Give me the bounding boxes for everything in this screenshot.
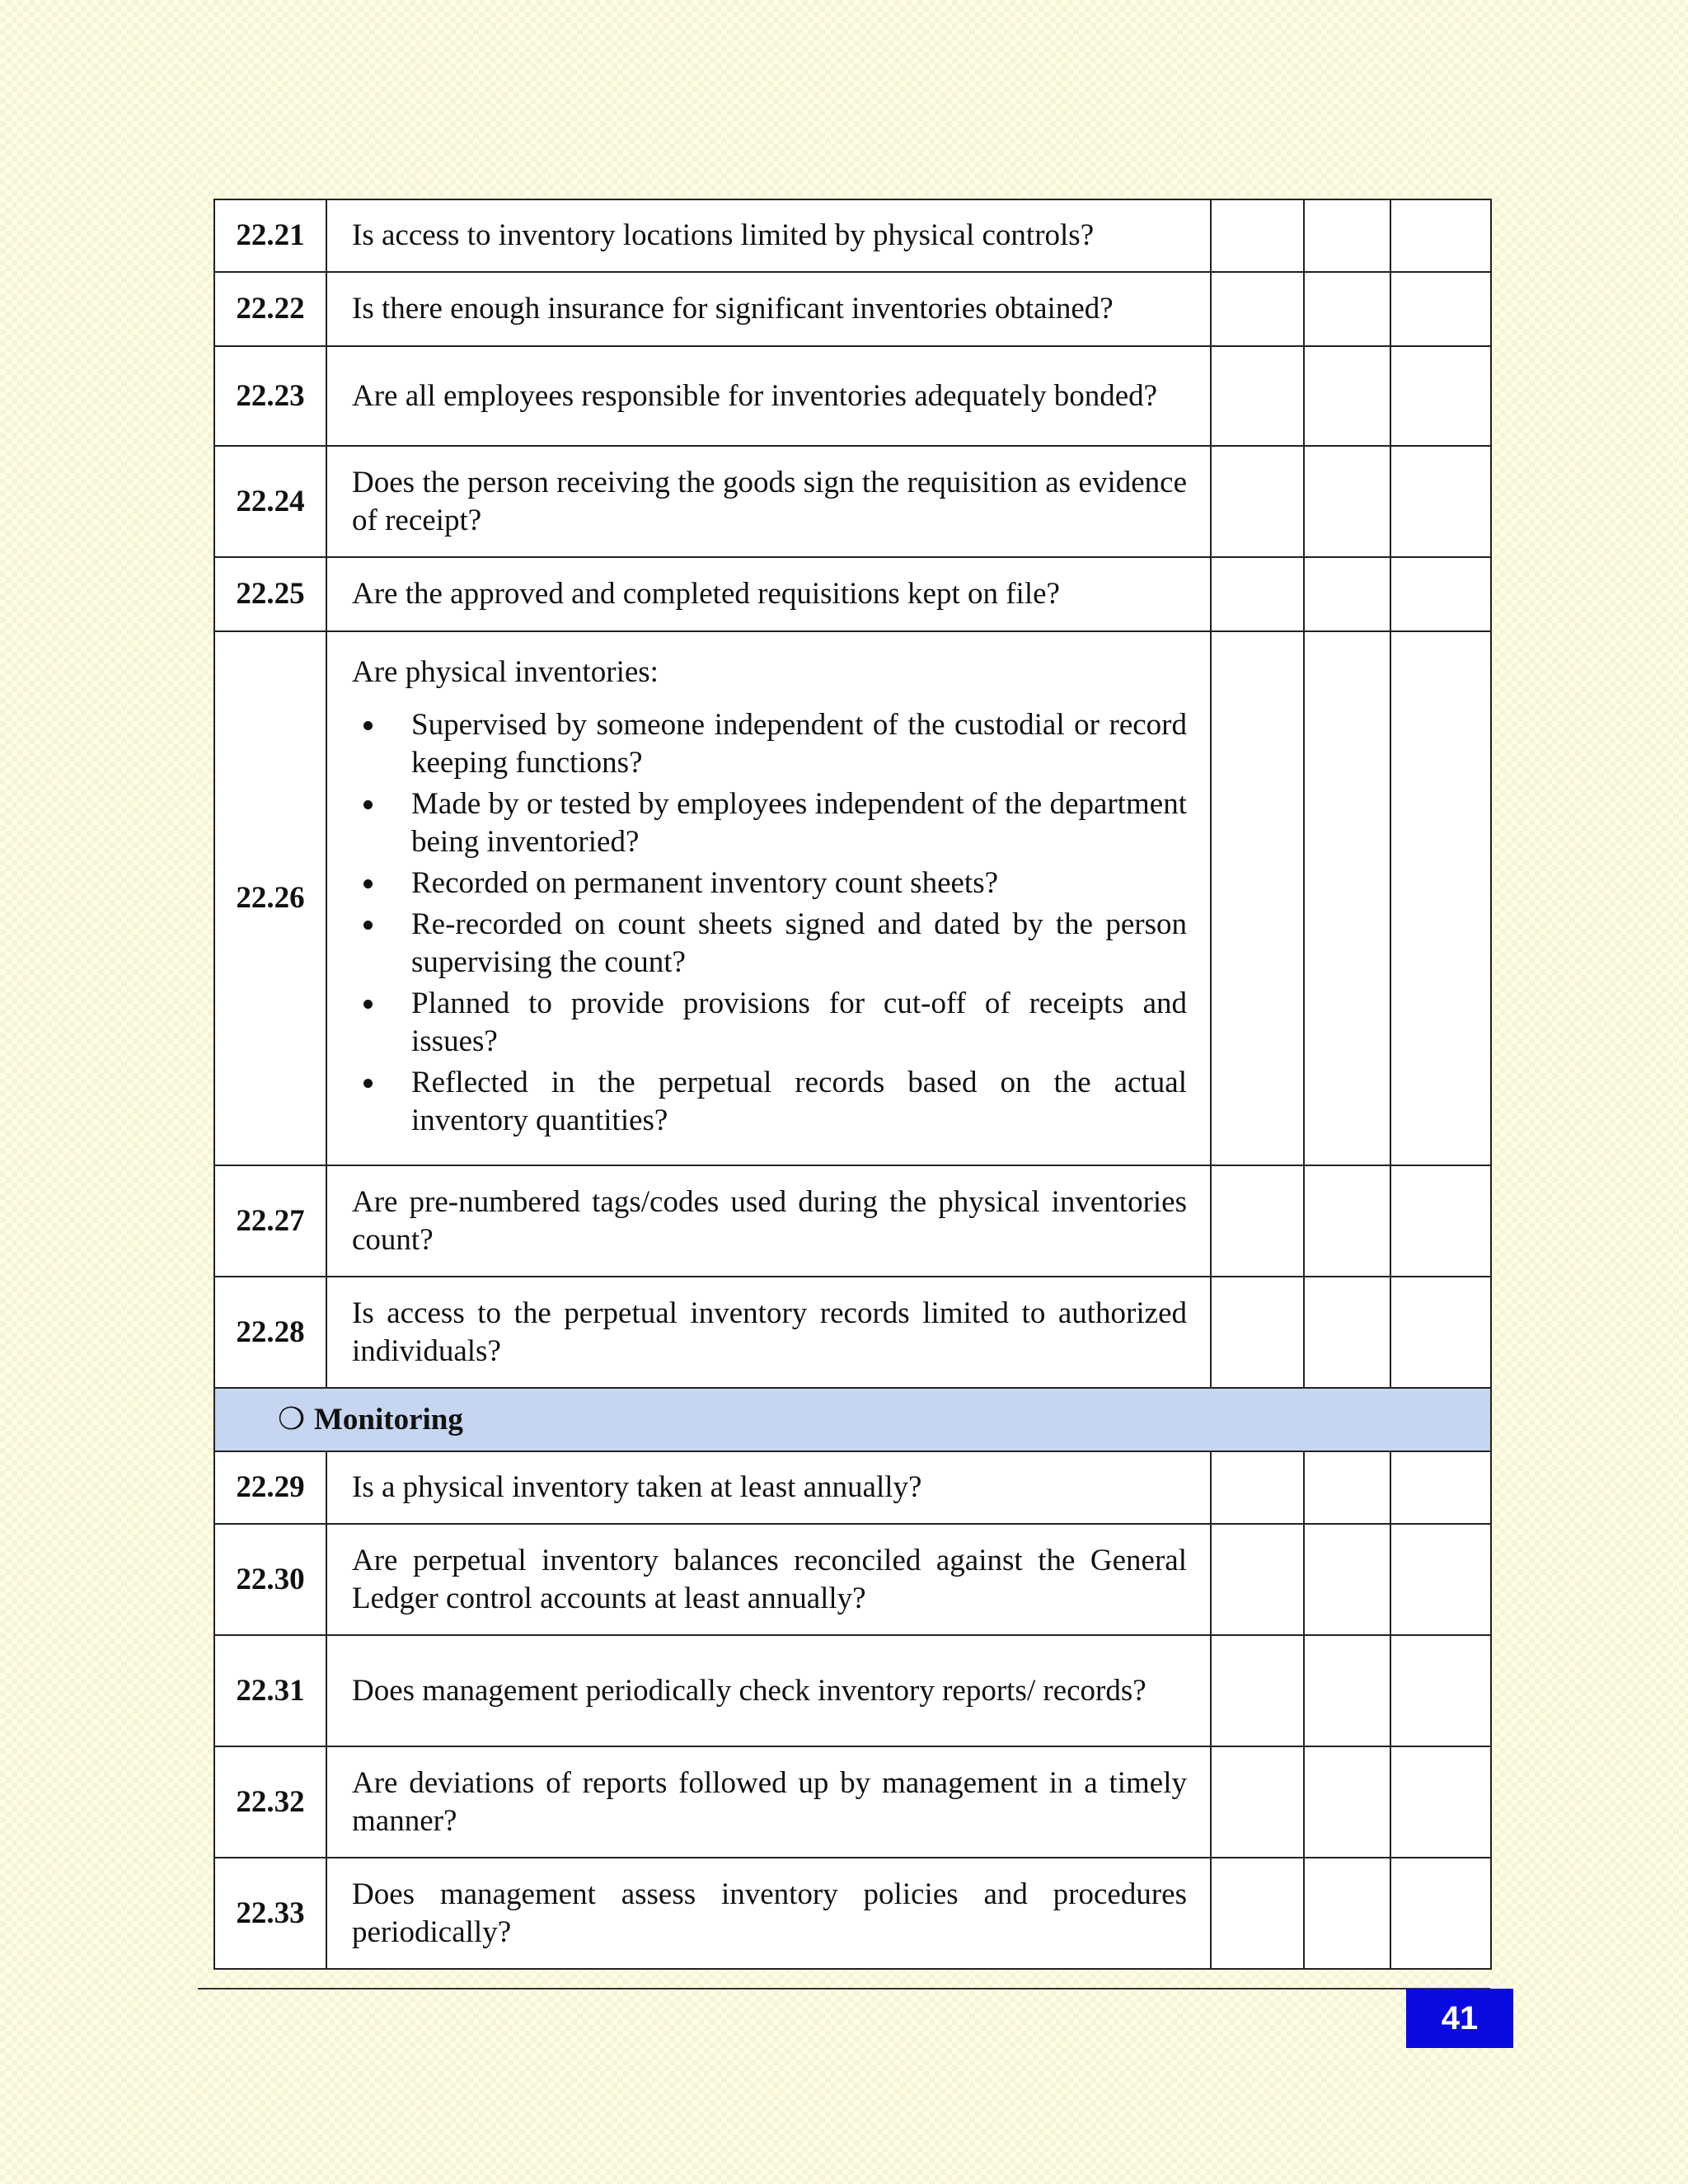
question-text: Is access to inventory locations limited by physical controls? — [326, 199, 1211, 272]
question-number: 22.29 — [214, 1451, 326, 1524]
question-number: 22.32 — [214, 1746, 326, 1858]
question-number: 22.27 — [214, 1165, 326, 1277]
page-number: 41 — [1406, 1989, 1513, 2048]
table-row — [214, 1165, 1491, 1277]
question-number: 22.22 — [214, 272, 326, 346]
question-number: 22.23 — [214, 346, 326, 446]
answer-cell-1[interactable] — [1211, 446, 1304, 557]
table-row — [214, 1277, 1491, 1388]
answer-cell-3[interactable] — [1390, 1277, 1491, 1388]
question-number: 22.25 — [214, 557, 326, 631]
question-text — [326, 631, 1211, 1165]
answer-cell-3[interactable] — [1390, 1858, 1491, 1969]
answer-cell-2[interactable] — [1304, 557, 1390, 631]
question-number: 22.33 — [214, 1858, 326, 1969]
answer-cell-2[interactable] — [1304, 446, 1390, 557]
table-row — [214, 446, 1491, 557]
list-item: • Re-recorded on count sheets signed and dated by the person supervising the count? — [387, 906, 1187, 982]
answer-cell-1[interactable] — [1211, 272, 1304, 346]
answer-cell-2[interactable] — [1304, 1524, 1390, 1635]
question-text: Is there enough insurance for significant inventories obtained? — [326, 272, 1211, 346]
checklist-table — [213, 199, 1492, 1970]
question-text: Does management assess inventory policies and procedures periodically? — [326, 1858, 1211, 1969]
answer-cell-3[interactable] — [1390, 199, 1491, 272]
table-row — [214, 631, 1491, 1165]
answer-cell-1[interactable] — [1211, 1635, 1304, 1746]
section-title: Monitoring — [314, 1402, 463, 1436]
answer-cell-2[interactable] — [1304, 1746, 1390, 1858]
answer-cell-2[interactable] — [1304, 272, 1390, 346]
table-row — [214, 1858, 1491, 1969]
answer-cell-3[interactable] — [1390, 557, 1491, 631]
table-row — [214, 557, 1491, 631]
question-text: Does the person receiving the goods sign the requisition as evidence of receipt? — [326, 446, 1211, 557]
question-text: Does management periodically check inventory reports/ records? — [326, 1635, 1211, 1746]
answer-cell-1[interactable] — [1211, 557, 1304, 631]
footer-divider — [198, 1988, 1490, 1990]
answer-cell-3[interactable] — [1390, 346, 1491, 446]
table-row — [214, 1524, 1491, 1635]
question-number: 22.31 — [214, 1635, 326, 1746]
answer-cell-2[interactable] — [1304, 1858, 1390, 1969]
answer-cell-3[interactable] — [1390, 1451, 1491, 1524]
question-number: 22.21 — [214, 199, 326, 272]
answer-cell-2[interactable] — [1304, 1451, 1390, 1524]
list-item: • Supervised by someone independent of the custodial or record keeping functions? — [387, 706, 1187, 782]
answer-cell-2[interactable] — [1304, 1165, 1390, 1277]
answer-cell-3[interactable] — [1390, 272, 1491, 346]
section-header-monitoring — [214, 1388, 1491, 1451]
list-item: • Recorded on permanent inventory count sheets? — [387, 865, 1187, 902]
answer-cell-3[interactable] — [1390, 1524, 1491, 1635]
answer-cell-2[interactable] — [1304, 346, 1390, 446]
answer-cell-1[interactable] — [1211, 346, 1304, 446]
question-text: Is a physical inventory taken at least annually? — [326, 1451, 1211, 1524]
answer-cell-3[interactable] — [1390, 446, 1491, 557]
question-text: Are pre-numbered tags/codes used during the physical inventories count? — [326, 1165, 1211, 1277]
answer-cell-2[interactable] — [1304, 1635, 1390, 1746]
answer-cell-2[interactable] — [1304, 199, 1390, 272]
answer-cell-1[interactable] — [1211, 1277, 1304, 1388]
list-item: • Made by or tested by employees independent of the department being inventoried? — [387, 785, 1187, 861]
answer-cell-1[interactable] — [1211, 1858, 1304, 1969]
question-number: 22.26 — [214, 631, 326, 1165]
question-number: 22.30 — [214, 1524, 326, 1635]
answer-cell-3[interactable] — [1390, 1165, 1491, 1277]
table-row — [214, 1635, 1491, 1746]
table-row — [214, 1451, 1491, 1524]
question-text: Are deviations of reports followed up by management in a timely manner? — [326, 1746, 1211, 1858]
question-number: 22.28 — [214, 1277, 326, 1388]
list-item: • Planned to provide provisions for cut-off of receipts and issues? — [387, 985, 1187, 1061]
answer-cell-1[interactable] — [1211, 199, 1304, 272]
question-text: Are perpetual inventory balances reconciled against the General Ledger control accounts at least annually? — [326, 1524, 1211, 1635]
answer-cell-3[interactable] — [1390, 1746, 1491, 1858]
table-row — [214, 346, 1491, 446]
answer-cell-3[interactable] — [1390, 1635, 1491, 1746]
table-row — [214, 272, 1491, 346]
answer-cell-1[interactable] — [1211, 1451, 1304, 1524]
answer-cell-2[interactable] — [1304, 631, 1390, 1165]
answer-cell-1[interactable] — [1211, 1165, 1304, 1277]
answer-cell-2[interactable] — [1304, 1277, 1390, 1388]
answer-cell-3[interactable] — [1390, 631, 1491, 1165]
table-row — [214, 199, 1491, 272]
question-text: Are all employees responsible for inventories adequately bonded? — [326, 346, 1211, 446]
table-row — [214, 1746, 1491, 1858]
question-lead: Are physical inventories: — [352, 655, 659, 689]
answer-cell-1[interactable] — [1211, 631, 1304, 1165]
answer-cell-1[interactable] — [1211, 1746, 1304, 1858]
list-item: • Reflected in the perpetual records based on the actual inventory quantities? — [387, 1064, 1187, 1140]
circle-bullet-icon: ❍ — [278, 1402, 306, 1436]
question-number: 22.24 — [214, 446, 326, 557]
question-text: Is access to the perpetual inventory records limited to authorized individuals? — [326, 1277, 1211, 1388]
question-text: Are the approved and completed requisitions kept on file? — [326, 557, 1211, 631]
answer-cell-1[interactable] — [1211, 1524, 1304, 1635]
sub-question-list — [352, 706, 1187, 1140]
